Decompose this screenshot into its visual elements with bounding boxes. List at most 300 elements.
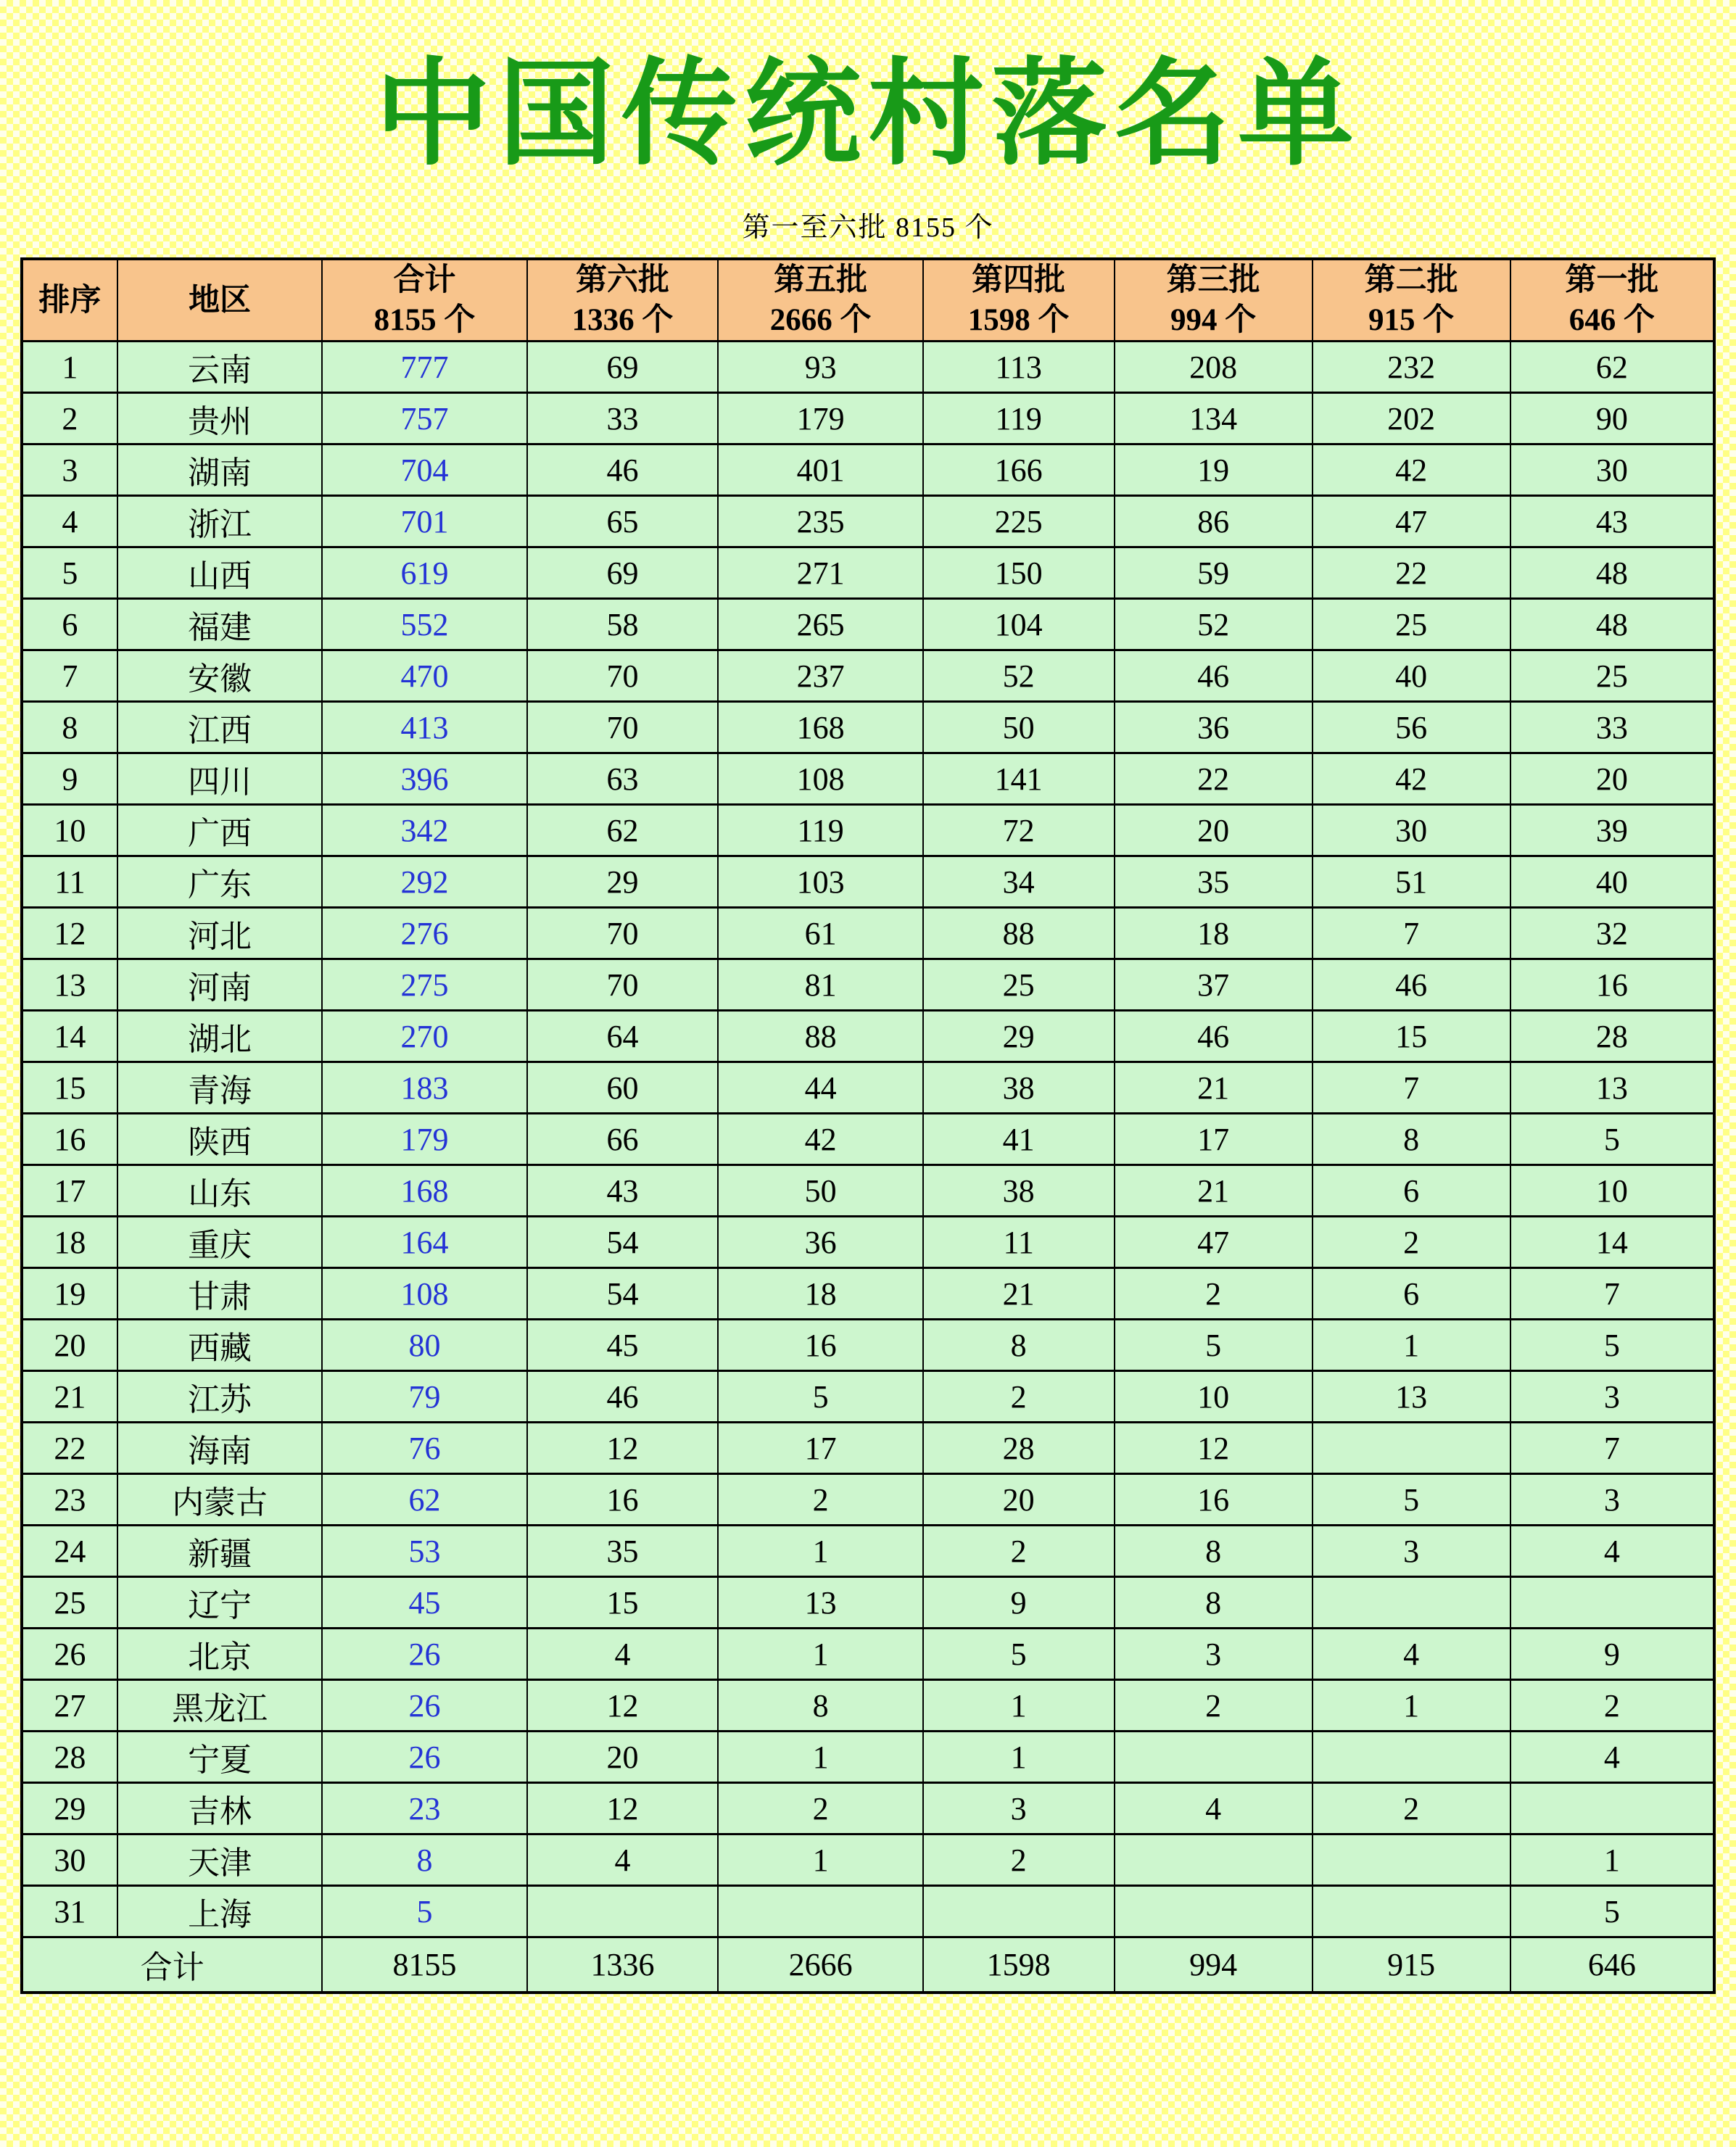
- cell-batch4: 41: [923, 1114, 1115, 1165]
- header-batch3: 第三批 994 个: [1115, 259, 1313, 342]
- cell-batch2: 8: [1313, 1114, 1510, 1165]
- table-row: [22, 342, 1714, 393]
- cell-batch3: 20: [1115, 805, 1313, 856]
- cell-total: 342: [322, 805, 526, 856]
- table-row: [22, 1732, 1714, 1783]
- cell-batch3: 47: [1115, 1217, 1313, 1268]
- cell-batch4: 104: [923, 599, 1115, 650]
- cell-batch1: 48: [1510, 547, 1714, 599]
- cell-batch3: 36: [1115, 702, 1313, 753]
- header-row: [22, 259, 1714, 342]
- cell-rank: 30: [22, 1834, 117, 1886]
- cell-batch2: 13: [1313, 1371, 1510, 1423]
- cell-region: 重庆: [117, 1217, 322, 1268]
- cell-rank: 18: [22, 1217, 117, 1268]
- cell-batch4: 25: [923, 959, 1115, 1011]
- table-row: [22, 1783, 1714, 1834]
- cell-total: 704: [322, 444, 526, 496]
- cell-rank: 7: [22, 650, 117, 702]
- cell-region: 四川: [117, 753, 322, 805]
- cell-batch3: 21: [1115, 1062, 1313, 1114]
- cell-rank: 5: [22, 547, 117, 599]
- cell-batch5: [718, 1886, 922, 1937]
- cell-batch5: 1: [718, 1629, 922, 1680]
- cell-region: 云南: [117, 342, 322, 393]
- table-row: [22, 1474, 1714, 1526]
- cell-batch2: 2: [1313, 1217, 1510, 1268]
- cell-batch6: 54: [527, 1217, 719, 1268]
- cell-batch3: 52: [1115, 599, 1313, 650]
- cell-batch6: 70: [527, 908, 719, 959]
- cell-batch3: 86: [1115, 496, 1313, 547]
- cell-batch5: 36: [718, 1217, 922, 1268]
- cell-batch5: 401: [718, 444, 922, 496]
- cell-batch6: [527, 1886, 719, 1937]
- cell-region: 贵州: [117, 393, 322, 444]
- cell-rank: 9: [22, 753, 117, 805]
- cell-batch2: 6: [1313, 1165, 1510, 1217]
- cell-batch2: 7: [1313, 908, 1510, 959]
- cell-total: 292: [322, 856, 526, 908]
- cell-batch5: 179: [718, 393, 922, 444]
- cell-region: 山西: [117, 547, 322, 599]
- cell-region: 海南: [117, 1423, 322, 1474]
- cell-batch1: 48: [1510, 599, 1714, 650]
- cell-batch1: 39: [1510, 805, 1714, 856]
- cell-total: 62: [322, 1474, 526, 1526]
- cell-batch5: 103: [718, 856, 922, 908]
- cell-batch3: 8: [1115, 1526, 1313, 1577]
- cell-batch6: 20: [527, 1732, 719, 1783]
- cell-batch2: 2: [1313, 1783, 1510, 1834]
- cell-batch6: 70: [527, 650, 719, 702]
- cell-batch1: 5: [1510, 1320, 1714, 1371]
- cell-batch5: 2: [718, 1474, 922, 1526]
- cell-batch3: 19: [1115, 444, 1313, 496]
- cell-batch4: 38: [923, 1165, 1115, 1217]
- cell-batch4: 72: [923, 805, 1115, 856]
- cell-region: 西藏: [117, 1320, 322, 1371]
- cell-batch5: 1: [718, 1526, 922, 1577]
- cell-batch2: 15: [1313, 1011, 1510, 1062]
- cell-region: 安徽: [117, 650, 322, 702]
- cell-region: 江西: [117, 702, 322, 753]
- header-batch6: 第六批 1336 个: [527, 259, 719, 342]
- cell-batch4: 34: [923, 856, 1115, 908]
- cell-batch6: 12: [527, 1680, 719, 1732]
- cell-batch3: 5: [1115, 1320, 1313, 1371]
- cell-batch5: 88: [718, 1011, 922, 1062]
- header-total: 合计 8155 个: [322, 259, 526, 342]
- cell-batch3: 134: [1115, 393, 1313, 444]
- cell-batch3: 35: [1115, 856, 1313, 908]
- table-row: [22, 1320, 1714, 1371]
- cell-total: 270: [322, 1011, 526, 1062]
- cell-batch3: 12: [1115, 1423, 1313, 1474]
- footer-batch5: 2666: [718, 1937, 922, 1993]
- cell-batch5: 5: [718, 1371, 922, 1423]
- cell-batch2: 4: [1313, 1629, 1510, 1680]
- cell-batch3: 21: [1115, 1165, 1313, 1217]
- table-row: [22, 702, 1714, 753]
- cell-batch3: [1115, 1834, 1313, 1886]
- cell-rank: 10: [22, 805, 117, 856]
- cell-batch6: 70: [527, 959, 719, 1011]
- table-row: [22, 547, 1714, 599]
- cell-rank: 15: [22, 1062, 117, 1114]
- cell-batch6: 29: [527, 856, 719, 908]
- cell-batch5: 16: [718, 1320, 922, 1371]
- cell-rank: 22: [22, 1423, 117, 1474]
- cell-batch6: 46: [527, 1371, 719, 1423]
- cell-batch3: 4: [1115, 1783, 1313, 1834]
- cell-rank: 11: [22, 856, 117, 908]
- cell-total: 470: [322, 650, 526, 702]
- cell-batch2: 40: [1313, 650, 1510, 702]
- cell-batch3: 16: [1115, 1474, 1313, 1526]
- cell-batch6: 45: [527, 1320, 719, 1371]
- page-subtitle: 第一至六批 8155 个: [742, 212, 994, 243]
- cell-batch3: 18: [1115, 908, 1313, 959]
- cell-batch3: 2: [1115, 1268, 1313, 1320]
- cell-total: 79: [322, 1371, 526, 1423]
- table-row: [22, 1011, 1714, 1062]
- cell-batch5: 271: [718, 547, 922, 599]
- cell-batch6: 46: [527, 444, 719, 496]
- header-batch1: 第一批 646 个: [1510, 259, 1714, 342]
- cell-batch6: 63: [527, 753, 719, 805]
- cell-batch3: [1115, 1886, 1313, 1937]
- cell-batch1: 1: [1510, 1834, 1714, 1886]
- cell-batch4: 3: [923, 1783, 1115, 1834]
- cell-batch2: [1313, 1834, 1510, 1886]
- cell-batch1: 10: [1510, 1165, 1714, 1217]
- cell-batch2: 56: [1313, 702, 1510, 753]
- cell-batch4: 29: [923, 1011, 1115, 1062]
- cell-total: 168: [322, 1165, 526, 1217]
- cell-batch6: 58: [527, 599, 719, 650]
- cell-region: 河北: [117, 908, 322, 959]
- cell-batch5: 2: [718, 1783, 922, 1834]
- cell-batch2: [1313, 1577, 1510, 1629]
- cell-batch2: 47: [1313, 496, 1510, 547]
- cell-rank: 29: [22, 1783, 117, 1834]
- cell-batch1: 25: [1510, 650, 1714, 702]
- cell-total: 53: [322, 1526, 526, 1577]
- cell-total: 183: [322, 1062, 526, 1114]
- cell-batch4: 119: [923, 393, 1115, 444]
- cell-batch4: 113: [923, 342, 1115, 393]
- table-footer: [22, 1937, 1714, 1993]
- table-row: [22, 444, 1714, 496]
- cell-region: 福建: [117, 599, 322, 650]
- table-row: [22, 1217, 1714, 1268]
- cell-batch4: 11: [923, 1217, 1115, 1268]
- cell-batch4: 2: [923, 1371, 1115, 1423]
- traditional-villages-table: [20, 257, 1716, 1994]
- cell-region: 河南: [117, 959, 322, 1011]
- cell-batch5: 17: [718, 1423, 922, 1474]
- cell-batch6: 70: [527, 702, 719, 753]
- cell-batch6: 69: [527, 547, 719, 599]
- cell-batch4: 21: [923, 1268, 1115, 1320]
- cell-batch4: 88: [923, 908, 1115, 959]
- table-row: [22, 1629, 1714, 1680]
- cell-batch6: 4: [527, 1629, 719, 1680]
- cell-batch5: 13: [718, 1577, 922, 1629]
- cell-batch3: 8: [1115, 1577, 1313, 1629]
- cell-batch3: 22: [1115, 753, 1313, 805]
- footer-total: 8155: [322, 1937, 526, 1993]
- cell-batch1: 9: [1510, 1629, 1714, 1680]
- cell-batch4: 166: [923, 444, 1115, 496]
- table-row: [22, 650, 1714, 702]
- cell-batch1: 7: [1510, 1423, 1714, 1474]
- cell-batch4: 52: [923, 650, 1115, 702]
- page-title: 中国传统村落名单: [374, 45, 1361, 181]
- cell-batch1: 33: [1510, 702, 1714, 753]
- footer-batch4: 1598: [923, 1937, 1115, 1993]
- cell-batch2: 6: [1313, 1268, 1510, 1320]
- cell-rank: 3: [22, 444, 117, 496]
- cell-region: 湖北: [117, 1011, 322, 1062]
- table-row: [22, 1886, 1714, 1937]
- cell-batch3: 17: [1115, 1114, 1313, 1165]
- cell-region: 上海: [117, 1886, 322, 1937]
- cell-batch2: 1: [1313, 1680, 1510, 1732]
- cell-batch1: 14: [1510, 1217, 1714, 1268]
- cell-batch3: 59: [1115, 547, 1313, 599]
- cell-total: 164: [322, 1217, 526, 1268]
- cell-rank: 6: [22, 599, 117, 650]
- cell-region: 天津: [117, 1834, 322, 1886]
- cell-batch3: 208: [1115, 342, 1313, 393]
- footer-batch3: 994: [1115, 1937, 1313, 1993]
- cell-rank: 21: [22, 1371, 117, 1423]
- table-row: [22, 1577, 1714, 1629]
- table-body: [22, 342, 1714, 1937]
- cell-batch2: 22: [1313, 547, 1510, 599]
- cell-batch6: 64: [527, 1011, 719, 1062]
- cell-batch4: 20: [923, 1474, 1115, 1526]
- cell-batch6: 16: [527, 1474, 719, 1526]
- cell-region: 湖南: [117, 444, 322, 496]
- footer-batch2: 915: [1313, 1937, 1510, 1993]
- cell-batch5: 93: [718, 342, 922, 393]
- table-row: [22, 908, 1714, 959]
- cell-region: 甘肃: [117, 1268, 322, 1320]
- cell-batch6: 15: [527, 1577, 719, 1629]
- cell-batch5: 108: [718, 753, 922, 805]
- cell-batch2: 202: [1313, 393, 1510, 444]
- cell-batch6: 12: [527, 1783, 719, 1834]
- cell-batch1: 30: [1510, 444, 1714, 496]
- cell-batch1: 4: [1510, 1732, 1714, 1783]
- cell-batch5: 265: [718, 599, 922, 650]
- cell-region: 浙江: [117, 496, 322, 547]
- cell-region: 北京: [117, 1629, 322, 1680]
- cell-batch6: 12: [527, 1423, 719, 1474]
- cell-batch5: 50: [718, 1165, 922, 1217]
- cell-batch3: 3: [1115, 1629, 1313, 1680]
- cell-batch1: 5: [1510, 1114, 1714, 1165]
- cell-total: 108: [322, 1268, 526, 1320]
- cell-batch2: 42: [1313, 444, 1510, 496]
- cell-rank: 20: [22, 1320, 117, 1371]
- cell-batch1: 28: [1510, 1011, 1714, 1062]
- cell-batch5: 8: [718, 1680, 922, 1732]
- table-row: [22, 1165, 1714, 1217]
- cell-batch4: 50: [923, 702, 1115, 753]
- cell-batch5: 81: [718, 959, 922, 1011]
- cell-batch5: 61: [718, 908, 922, 959]
- cell-batch4: 38: [923, 1062, 1115, 1114]
- cell-total: 275: [322, 959, 526, 1011]
- cell-batch5: 44: [718, 1062, 922, 1114]
- cell-batch1: 3: [1510, 1474, 1714, 1526]
- cell-batch4: 5: [923, 1629, 1115, 1680]
- cell-batch5: 235: [718, 496, 922, 547]
- cell-batch3: 37: [1115, 959, 1313, 1011]
- cell-batch4: 1: [923, 1732, 1115, 1783]
- header-batch2: 第二批 915 个: [1313, 259, 1510, 342]
- cell-batch5: 18: [718, 1268, 922, 1320]
- cell-batch4: 150: [923, 547, 1115, 599]
- header-batch4: 第四批 1598 个: [923, 259, 1115, 342]
- footer-row: [22, 1937, 1714, 1993]
- cell-batch4: 1: [923, 1680, 1115, 1732]
- cell-rank: 25: [22, 1577, 117, 1629]
- cell-region: 青海: [117, 1062, 322, 1114]
- table-row: [22, 1680, 1714, 1732]
- cell-batch1: 3: [1510, 1371, 1714, 1423]
- cell-rank: 1: [22, 342, 117, 393]
- table-row: [22, 599, 1714, 650]
- table-row: [22, 805, 1714, 856]
- table-row: [22, 856, 1714, 908]
- cell-region: 黑龙江: [117, 1680, 322, 1732]
- cell-rank: 14: [22, 1011, 117, 1062]
- cell-batch4: 225: [923, 496, 1115, 547]
- footer-batch6: 1336: [527, 1937, 719, 1993]
- cell-batch2: [1313, 1423, 1510, 1474]
- cell-total: 413: [322, 702, 526, 753]
- cell-rank: 17: [22, 1165, 117, 1217]
- cell-batch3: 46: [1115, 650, 1313, 702]
- cell-batch5: 42: [718, 1114, 922, 1165]
- cell-batch5: 119: [718, 805, 922, 856]
- cell-batch4: 2: [923, 1834, 1115, 1886]
- table-row: [22, 496, 1714, 547]
- cell-rank: 27: [22, 1680, 117, 1732]
- cell-rank: 8: [22, 702, 117, 753]
- table-row: [22, 1371, 1714, 1423]
- header-rank: 排序: [22, 259, 117, 342]
- cell-batch3: [1115, 1732, 1313, 1783]
- cell-total: 777: [322, 342, 526, 393]
- cell-batch1: 16: [1510, 959, 1714, 1011]
- cell-batch6: 4: [527, 1834, 719, 1886]
- table-header: [22, 259, 1714, 342]
- header-batch5: 第五批 2666 个: [718, 259, 922, 342]
- cell-rank: 23: [22, 1474, 117, 1526]
- cell-region: 山东: [117, 1165, 322, 1217]
- cell-batch2: 1: [1313, 1320, 1510, 1371]
- cell-batch4: 2: [923, 1526, 1115, 1577]
- table-row: [22, 1268, 1714, 1320]
- table-row: [22, 1834, 1714, 1886]
- cell-rank: 28: [22, 1732, 117, 1783]
- table-row: [22, 393, 1714, 444]
- cell-total: 8: [322, 1834, 526, 1886]
- cell-batch6: 33: [527, 393, 719, 444]
- cell-batch6: 43: [527, 1165, 719, 1217]
- cell-batch1: 2: [1510, 1680, 1714, 1732]
- cell-rank: 4: [22, 496, 117, 547]
- cell-batch4: 8: [923, 1320, 1115, 1371]
- cell-total: 80: [322, 1320, 526, 1371]
- cell-total: 396: [322, 753, 526, 805]
- header-region: 地区: [117, 259, 322, 342]
- cell-region: 吉林: [117, 1783, 322, 1834]
- table-row: [22, 1114, 1714, 1165]
- cell-total: 26: [322, 1732, 526, 1783]
- cell-total: 179: [322, 1114, 526, 1165]
- cell-rank: 24: [22, 1526, 117, 1577]
- table-row: [22, 753, 1714, 805]
- cell-rank: 13: [22, 959, 117, 1011]
- table-row: [22, 1062, 1714, 1114]
- table-row: [22, 959, 1714, 1011]
- cell-batch3: 10: [1115, 1371, 1313, 1423]
- cell-batch6: 62: [527, 805, 719, 856]
- cell-batch3: 46: [1115, 1011, 1313, 1062]
- cell-rank: 26: [22, 1629, 117, 1680]
- cell-total: 26: [322, 1629, 526, 1680]
- cell-batch1: 5: [1510, 1886, 1714, 1937]
- cell-region: 陕西: [117, 1114, 322, 1165]
- cell-batch6: 60: [527, 1062, 719, 1114]
- cell-rank: 2: [22, 393, 117, 444]
- cell-total: 76: [322, 1423, 526, 1474]
- cell-rank: 19: [22, 1268, 117, 1320]
- cell-total: 701: [322, 496, 526, 547]
- cell-batch2: 30: [1313, 805, 1510, 856]
- cell-batch2: 42: [1313, 753, 1510, 805]
- cell-batch5: 1: [718, 1834, 922, 1886]
- cell-batch6: 66: [527, 1114, 719, 1165]
- cell-batch4: 28: [923, 1423, 1115, 1474]
- cell-region: 新疆: [117, 1526, 322, 1577]
- cell-batch1: 7: [1510, 1268, 1714, 1320]
- cell-batch1: 20: [1510, 753, 1714, 805]
- cell-batch6: 69: [527, 342, 719, 393]
- cell-batch3: 2: [1115, 1680, 1313, 1732]
- cell-region: 广东: [117, 856, 322, 908]
- cell-batch2: [1313, 1732, 1510, 1783]
- cell-batch2: 46: [1313, 959, 1510, 1011]
- cell-batch1: [1510, 1577, 1714, 1629]
- cell-batch5: 168: [718, 702, 922, 753]
- cell-batch1: 43: [1510, 496, 1714, 547]
- cell-batch6: 35: [527, 1526, 719, 1577]
- cell-batch6: 65: [527, 496, 719, 547]
- cell-total: 26: [322, 1680, 526, 1732]
- cell-region: 辽宁: [117, 1577, 322, 1629]
- cell-batch1: 90: [1510, 393, 1714, 444]
- cell-batch2: 7: [1313, 1062, 1510, 1114]
- cell-total: 45: [322, 1577, 526, 1629]
